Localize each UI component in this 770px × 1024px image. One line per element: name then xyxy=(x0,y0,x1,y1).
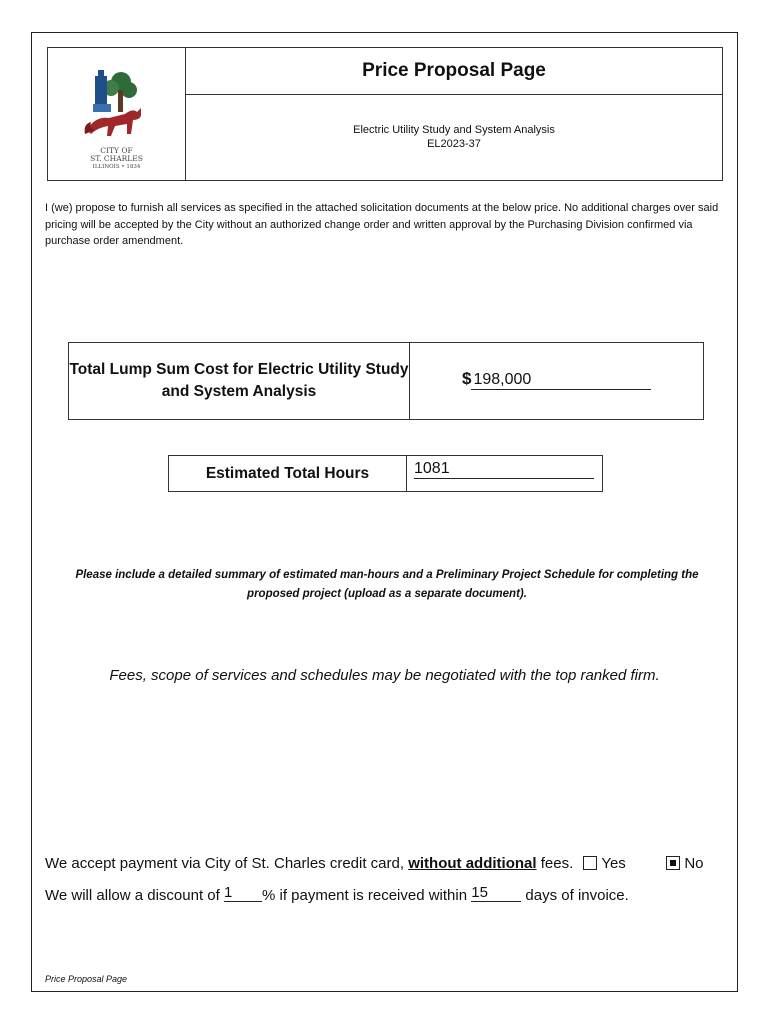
logo-line-1: CITY OF xyxy=(100,146,133,155)
no-checkbox[interactable] xyxy=(666,856,680,870)
discount-line xyxy=(45,884,629,905)
discount-percent-field[interactable]: 1 xyxy=(224,884,262,902)
payment-emphasis: without additional xyxy=(408,855,537,872)
estimated-hours-table xyxy=(168,455,603,492)
yes-checkbox[interactable] xyxy=(583,856,597,870)
page-title: Price Proposal Page xyxy=(186,48,722,95)
intro-paragraph: I (we) propose to furnish all services as specified in the attached solicitation documents at the below price. No additional charges over said pricing will be accepted by the City without an authorized change order and written approval by the Purchasing Division confirmed via purchase order amendment. xyxy=(45,202,719,247)
project-number: EL2023-37 xyxy=(427,138,481,150)
fees-statement: Fees, scope of services and schedules may be negotiated with the top ranked firm. xyxy=(109,667,660,684)
lump-sum-cost-label: Total Lump Sum Cost for Electric Utility Study and System Analysis xyxy=(69,343,410,419)
header-table xyxy=(47,47,723,181)
project-name: Electric Utility Study and System Analysis xyxy=(353,124,555,136)
no-label: No xyxy=(684,855,704,872)
logo-line-2: ST. CHARLES xyxy=(90,154,143,163)
discount-days-field[interactable]: 15 xyxy=(471,884,521,902)
payment-prefix: We accept payment via City of St. Charles credit card, xyxy=(45,855,405,872)
currency-symbol: $ xyxy=(462,369,472,388)
estimated-hours-label: Estimated Total Hours xyxy=(169,456,407,491)
project-info xyxy=(186,95,722,180)
estimated-hours-value[interactable]: 1081 xyxy=(414,460,594,479)
logo-cell xyxy=(48,48,186,180)
footer-label: Price Proposal Page xyxy=(45,974,128,984)
city-logo-icon xyxy=(81,68,153,148)
lump-sum-cost-field[interactable] xyxy=(462,369,651,390)
discount-prefix: We will allow a discount of xyxy=(45,887,220,904)
schedule-note: Please include a detailed summary of estimated man-hours and a Preliminary Project Schedule for completing the proposed project (upload as a separate document). xyxy=(75,569,699,600)
credit-card-line xyxy=(45,855,704,872)
lump-sum-cost-table xyxy=(68,342,704,420)
yes-label: Yes xyxy=(601,855,626,872)
discount-middle: % if payment is received within xyxy=(261,887,468,904)
payment-suffix: fees. xyxy=(540,855,574,872)
lump-sum-cost-value[interactable]: 198,000 xyxy=(471,371,651,390)
logo-line-3: ILLINOIS • 1834 xyxy=(92,164,141,170)
discount-suffix: days of invoice. xyxy=(525,887,629,904)
proposal-page xyxy=(31,32,738,992)
